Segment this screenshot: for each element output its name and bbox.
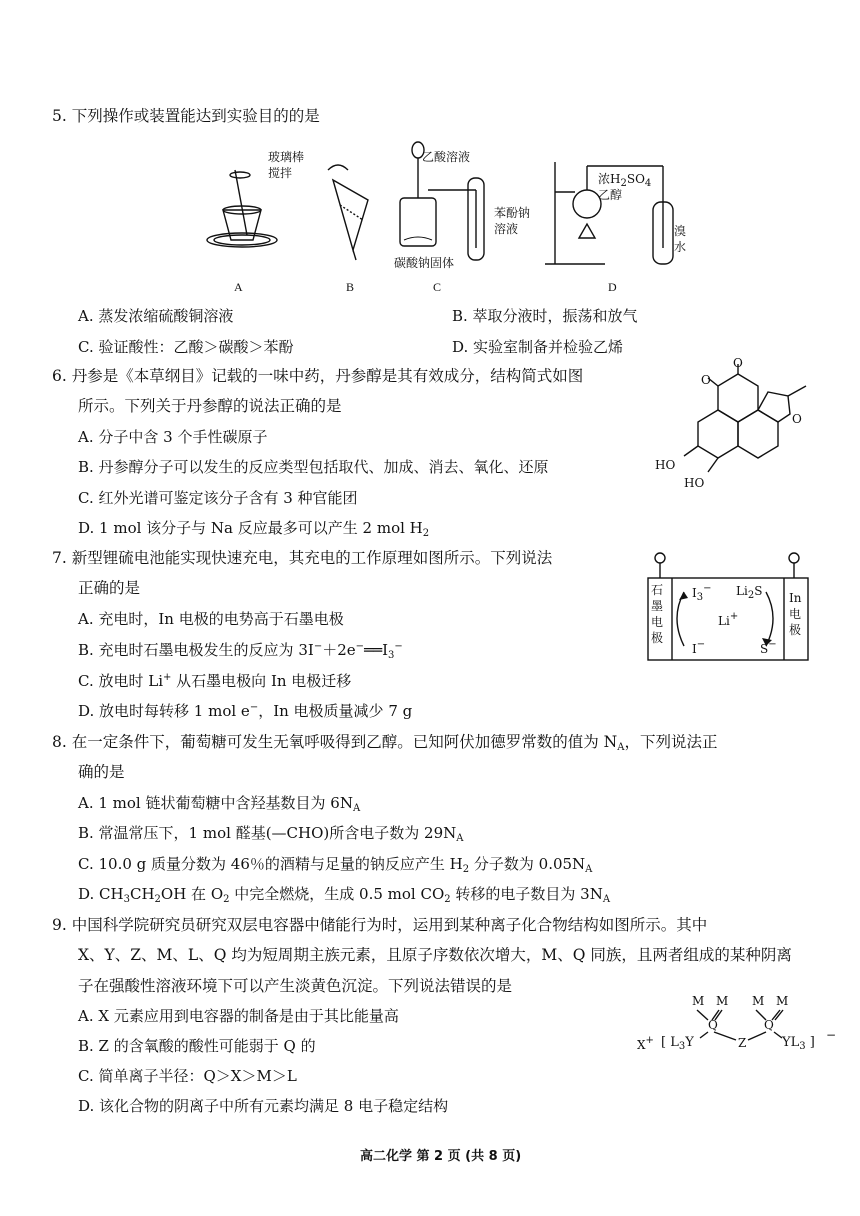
struct-bonds bbox=[680, 1004, 800, 1044]
struct-o-top: O bbox=[733, 356, 743, 370]
label-glass-rod: 玻璃棒 bbox=[268, 150, 305, 164]
struct-m4: M bbox=[776, 994, 789, 1008]
struct-q1: Q bbox=[708, 1018, 718, 1032]
struct-minus: − bbox=[826, 1028, 837, 1042]
q7-option-b: B. 充电时石墨电极发生的反应为 $3I^-+2e^-══I_3^-$ bbox=[78, 641, 403, 661]
struct-l3y: [ $L_3Y$ bbox=[661, 1035, 694, 1052]
struct-o-left: O bbox=[701, 373, 711, 387]
label-sodium-carbonate: 碳酸钠固体 bbox=[394, 256, 455, 270]
struct-o-ring: O bbox=[792, 412, 802, 426]
apparatus-b-separatory-funnel bbox=[318, 160, 378, 270]
q9-option-d: D. 该化合物的阴离子中所有元素均满足 8 电子稳定结构 bbox=[78, 1097, 449, 1115]
q6-option-d: D. 1 mol 该分子与 Na 反应最多可以产生 2 mol $H_2$ bbox=[78, 519, 430, 539]
label-bromine-1: 溴 bbox=[674, 224, 687, 238]
q5-stem: 5. 下列操作或装置能达到实验目的的是 bbox=[52, 107, 320, 125]
struct-m2: M bbox=[716, 994, 729, 1008]
label-ethanol: 乙醇 bbox=[598, 188, 623, 202]
q6-option-c: C. 红外光谱可鉴定该分子含有 3 种官能团 bbox=[78, 489, 358, 507]
q6-option-b: B. 丹参醇分子可以发生的反应类型包括取代、加成、消去、氧化、还原 bbox=[78, 458, 549, 476]
struct-x-cation: X+ bbox=[637, 1035, 654, 1052]
struct-m3: M bbox=[752, 994, 765, 1008]
label-bromine-2: 水 bbox=[674, 240, 687, 254]
q5-option-c: C. 验证酸性：乙酸＞碳酸＞苯酚 bbox=[78, 338, 294, 356]
cell-li2s-label: $Li_2S$ bbox=[736, 584, 763, 601]
q5-option-d: D. 实验室制备并检验乙烯 bbox=[452, 338, 624, 356]
label-sodium-phenolate: 苯酚钠 bbox=[494, 206, 531, 220]
cell-i3-label: $I_3^-$ bbox=[692, 583, 712, 603]
q7-stem-line2: 正确的是 bbox=[78, 579, 141, 597]
q8-option-c: C. 10.0 g 质量分数为 46％的酒精与足量的钠反应产生 $H_2$ 分子数为 $0.05N_A$ bbox=[78, 855, 593, 875]
q7-option-d: D. 放电时每转移 1 mol e−，In 电极质量减少 7 g bbox=[78, 702, 413, 720]
label-acetic-solution: 乙酸溶液 bbox=[422, 150, 471, 164]
q7-option-c: C. 放电时 Li+ 从石墨电极向 In 电极迁移 bbox=[78, 672, 352, 690]
q5-option-b: B. 萃取分液时，振荡和放气 bbox=[452, 307, 638, 325]
apparatus-d-ethylene bbox=[545, 152, 685, 270]
tanshinol-structure bbox=[658, 368, 828, 493]
struct-ho-1: HO bbox=[655, 458, 676, 472]
caption-a: A bbox=[234, 280, 243, 294]
q7-stem-line1: 7. 新型锂硫电池能实现快速充电，其充电的工作原理如图所示。下列说法 bbox=[52, 549, 553, 567]
q8-stem-line1: 8. 在一定条件下，葡萄糖可发生无氧呼吸得到乙醇。已知阿伏加德罗常数的值为 $N_A$，下列说法正 bbox=[52, 733, 718, 753]
q8-option-d: D. $CH_3CH_2OH$ 在 $O_2$ 中完全燃烧，生成 0.5 mol $CO_2$ 转移的电子数目为 $3N_A$ bbox=[78, 885, 611, 905]
q9-option-a: A. X 元素应用到电容器的制备是由于其比能量高 bbox=[78, 1007, 399, 1025]
q6-option-a: A. 分子中含 3 个手性碳原子 bbox=[78, 428, 268, 446]
struct-z: Z bbox=[738, 1036, 747, 1050]
struct-q2: Q bbox=[764, 1018, 774, 1032]
label-conc-h2so4: 浓$H_2SO_4$ bbox=[598, 172, 652, 189]
q8-option-b: B. 常温常压下，1 mol 醛基(—CHO)所含电子数为 $29N_A$ bbox=[78, 824, 464, 844]
q6-stem-line2: 所示。下列关于丹参醇的说法正确的是 bbox=[78, 397, 342, 415]
cell-li-ion-label: Li+ bbox=[718, 611, 739, 628]
cell-left-electrode-label: 石 墨 电 极 bbox=[651, 583, 664, 645]
cell-right-electrode-label: In 电 极 bbox=[789, 591, 802, 637]
q5-option-a: A. 蒸发浓缩硫酸铜溶液 bbox=[78, 307, 234, 325]
q9-option-c: C. 简单离子半径：Q＞X＞M＞L bbox=[78, 1067, 297, 1085]
label-stir: 搅拌 bbox=[268, 166, 293, 180]
q6-stem-line1: 6. 丹参是《本草纲目》记载的一味中药，丹参醇是其有效成分，结构简式如图 bbox=[52, 367, 584, 385]
label-solution: 溶液 bbox=[494, 222, 519, 236]
caption-c: C bbox=[433, 280, 442, 294]
q9-stem-line3: 子在强酸性溶液环境下可以产生淡黄色沉淀。下列说法错误的是 bbox=[78, 977, 513, 995]
q7-option-a: A. 充电时，In 电极的电势高于石墨电极 bbox=[78, 610, 344, 628]
caption-d: D bbox=[608, 280, 617, 294]
cell-s-minus-label: S− bbox=[760, 639, 777, 656]
struct-yl3: $YL_3$ ] bbox=[782, 1035, 815, 1052]
struct-m1: M bbox=[692, 994, 705, 1008]
q8-option-a: A. 1 mol 链状葡萄糖中含羟基数目为 $6N_A$ bbox=[78, 794, 361, 814]
struct-ho-2: HO bbox=[684, 476, 705, 490]
q8-stem-line2: 确的是 bbox=[78, 763, 125, 781]
q9-stem-line2: X、Y、Z、M、L、Q 均为短周期主族元素，且原子序数依次增大，M、Q 同族，且两者组成的某种阴离 bbox=[78, 946, 792, 964]
caption-b: B bbox=[346, 280, 355, 294]
q9-option-b: B. Z 的含氧酸的酸性可能弱于 Q 的 bbox=[78, 1037, 316, 1055]
page-footer: 高二化学 第 2 页 (共 8 页) bbox=[360, 1149, 522, 1164]
q9-stem-line1: 9. 中国科学院研究员研究双层电容器中储能行为时，运用到某种离子化合物结构如图所示。其中 bbox=[52, 916, 708, 934]
cell-i-minus-label: I− bbox=[692, 639, 706, 656]
